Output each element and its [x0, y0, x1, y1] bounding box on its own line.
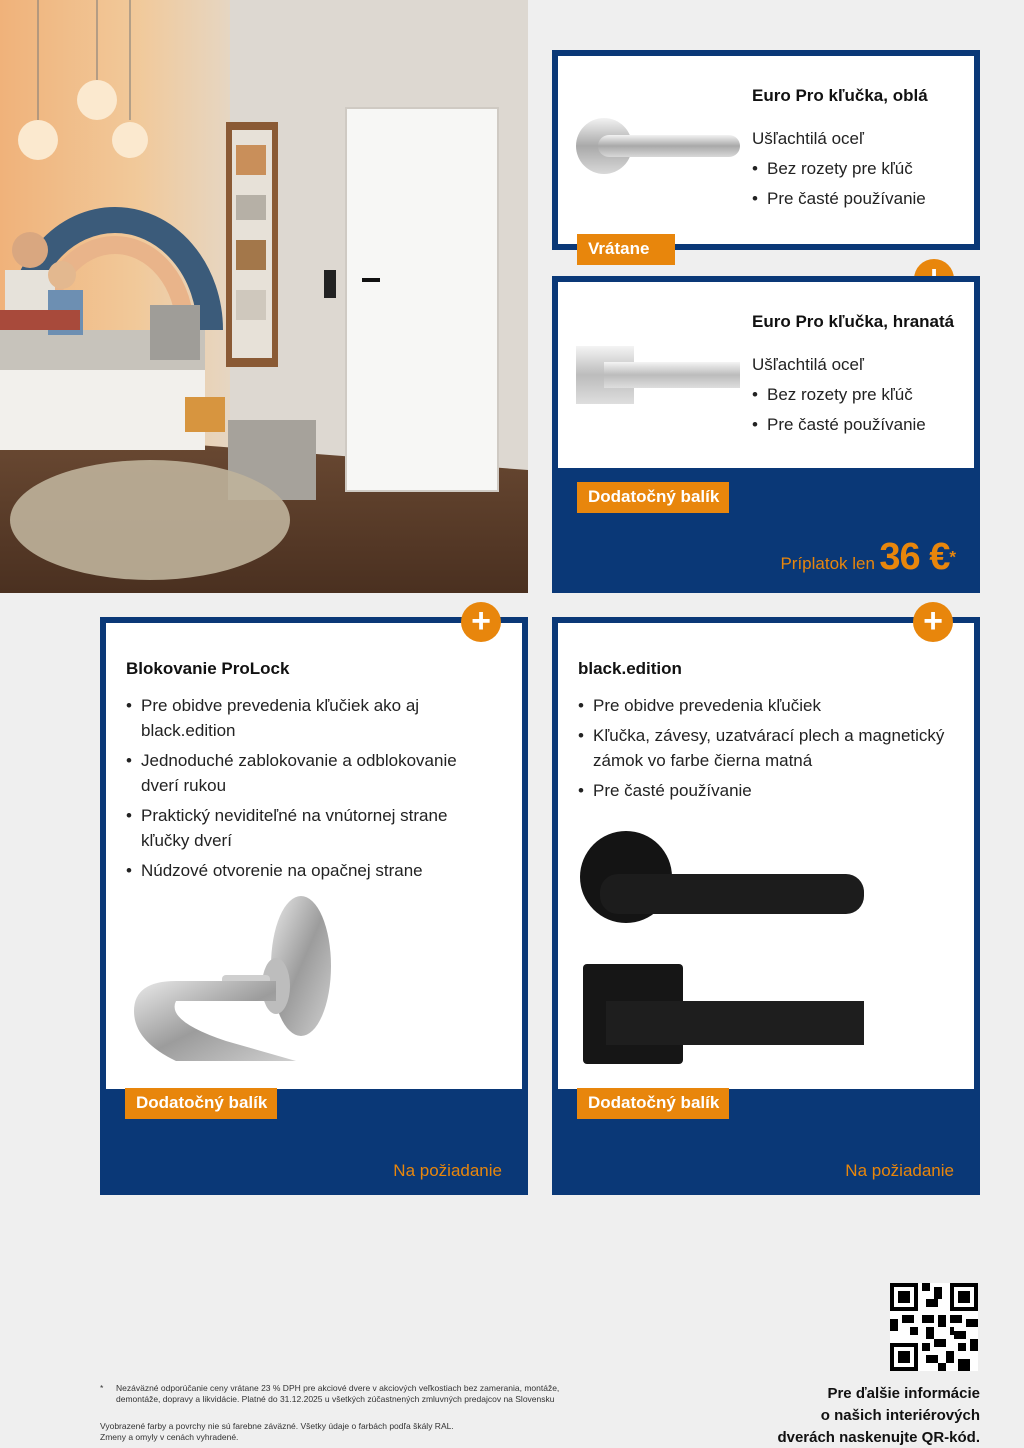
extra-package-tag: Dodatočný balík — [577, 1088, 729, 1119]
prolock-card — [100, 617, 528, 1195]
euro-pro-round-box — [552, 50, 980, 250]
footnote-errors: Zmeny a omyly v cenách vyhradené. — [100, 1432, 239, 1442]
black-edition-card — [552, 617, 980, 1195]
round-handle-image — [574, 111, 744, 181]
euro-pro-square-box — [552, 276, 980, 593]
list-item: • Kľučka, závesy, uzatvárací plech a magnetický zámok vo farbe čierna matná — [578, 723, 958, 773]
square-handle-image — [574, 340, 744, 410]
prolock-handle-image — [126, 891, 336, 1061]
extra-package-tag: Dodatočný balík — [577, 482, 729, 513]
euro-pro-square-material: Ušľachtilá oceľ — [752, 355, 864, 374]
list-item: • Bez rozety pre kľúč — [752, 382, 926, 407]
list-item: • Praktický neviditeľné na vnútornej strane kľučky dverí — [126, 803, 496, 853]
surcharge-price — [780, 536, 956, 579]
plus-icon: + — [461, 602, 501, 642]
black-edition-title: black.edition — [578, 659, 682, 678]
prolock-title: Blokovanie ProLock — [126, 659, 290, 678]
euro-pro-round-material: Ušľachtilá oceľ — [752, 129, 864, 148]
footnote-star: * — [100, 1383, 104, 1393]
living-room-photo — [0, 0, 528, 593]
hero-photo — [0, 0, 528, 593]
list-item: • Bez rozety pre kľúč — [752, 156, 926, 181]
list-item: • Pre obidve prevedenia kľučiek — [578, 693, 958, 718]
euro-pro-square-title: Euro Pro kľučka, hranatá — [752, 312, 955, 331]
qr-caption-line: Pre ďalšie informácie — [827, 1385, 980, 1402]
included-tag: Vrátane — [577, 234, 675, 265]
list-item: • Pre časté používanie — [752, 186, 926, 211]
top-handles-card — [552, 50, 980, 593]
euro-pro-round-title: Euro Pro kľučka, oblá — [752, 86, 928, 105]
black-round-handle-image — [578, 827, 868, 927]
availability-text: Na požiadanie — [393, 1161, 502, 1180]
price-value: 36 € — [879, 536, 950, 578]
qr-caption-line: dverách naskenujte QR-kód. — [777, 1429, 980, 1446]
qr-caption-line: o našich interiérových — [820, 1407, 980, 1424]
black-square-handle-image — [578, 959, 868, 1069]
list-item: • Núdzové otvorenie na opačnej strane — [126, 858, 496, 883]
availability-text: Na požiadanie — [845, 1161, 954, 1180]
qr-code-icon[interactable] — [890, 1283, 978, 1371]
list-item: • Jednoduché zablokovanie a odblokovanie dverí rukou — [126, 748, 496, 798]
list-item: • Pre obidve prevedenia kľučiek ako aj black.edition — [126, 693, 496, 743]
price-asterisk: * — [949, 547, 956, 567]
qr-caption — [777, 1383, 980, 1448]
footnote-colors: Vyobrazené farby a povrchy nie sú farebne záväzné. Všetky údaje o farbách podľa škály RAL. — [100, 1421, 454, 1431]
footnote-pricing: Nezáväzné odporúčanie ceny vrátane 23 % DPH pre akciové dvere v akciových veľkostiach bez zamerania, montáže, demontáže, dopravy a likvidácie. Platné do 31.12.2025 u všetkých zúčastnených zmluvných predajcov na Slovensku — [116, 1383, 560, 1404]
plus-icon: + — [913, 602, 953, 642]
list-item: • Pre časté používanie — [752, 412, 926, 437]
surcharge-label: Príplatok len — [780, 554, 875, 573]
list-item: • Pre časté používanie — [578, 778, 958, 803]
extra-package-tag: Dodatočný balík — [125, 1088, 277, 1119]
